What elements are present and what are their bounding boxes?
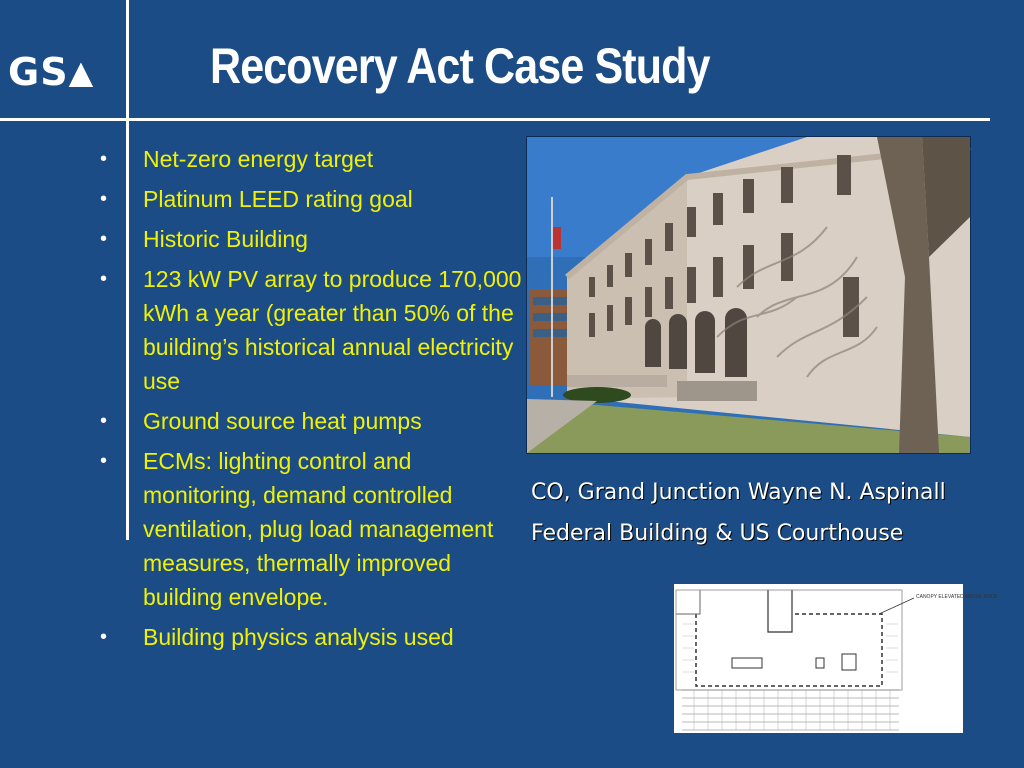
bullet-item (100, 262, 530, 398)
roof-plan-drawing (674, 584, 998, 733)
building-photo-illustration (527, 137, 970, 453)
bullet-item (100, 222, 530, 256)
bullet-text: Ground source heat pumps (143, 408, 422, 434)
bullet-icon: • (100, 268, 108, 290)
bullet-item (100, 444, 530, 614)
photo-caption: CO, Grand Junction Wayne N. Aspinall Federal Building & US Courthouse (531, 480, 946, 546)
horizontal-divider (0, 118, 990, 121)
bullet-icon: • (100, 450, 108, 472)
gsa-logo-text: GS (8, 50, 69, 94)
bullet-icon: • (100, 228, 108, 250)
bullet-item (100, 142, 530, 176)
bullet-icon: • (100, 410, 108, 432)
gsa-logo (8, 50, 94, 94)
bullet-icon: • (100, 626, 108, 648)
plan-label: CANOPY ELEVATED ABOVE ROOF (916, 594, 998, 600)
bullet-text: Net-zero energy target (143, 146, 374, 172)
bullet-item (100, 404, 530, 438)
building-photo (526, 136, 971, 454)
bullet-list (100, 142, 530, 660)
gsa-star-icon: ▲ (68, 53, 95, 91)
bullet-icon: • (100, 148, 108, 170)
bullet-item (100, 620, 530, 654)
slide-title: Recovery Act Case Study (210, 38, 710, 94)
bullet-text: Historic Building (143, 226, 308, 252)
bullet-item (100, 182, 530, 216)
bullet-text: 123 kW PV array to produce 170,000 kWh a year (greater than 50% of the building’s historical annual electricity use (143, 266, 522, 394)
roof-plan-diagram (674, 584, 998, 733)
bullet-text: Building physics analysis used (143, 624, 454, 650)
bullet-icon: • (100, 188, 108, 210)
bullet-text: ECMs: lighting control and monitoring, demand controlled ventilation, plug load management measures, thermally improved building envelope. (143, 448, 494, 610)
bullet-text: Platinum LEED rating goal (143, 186, 413, 212)
